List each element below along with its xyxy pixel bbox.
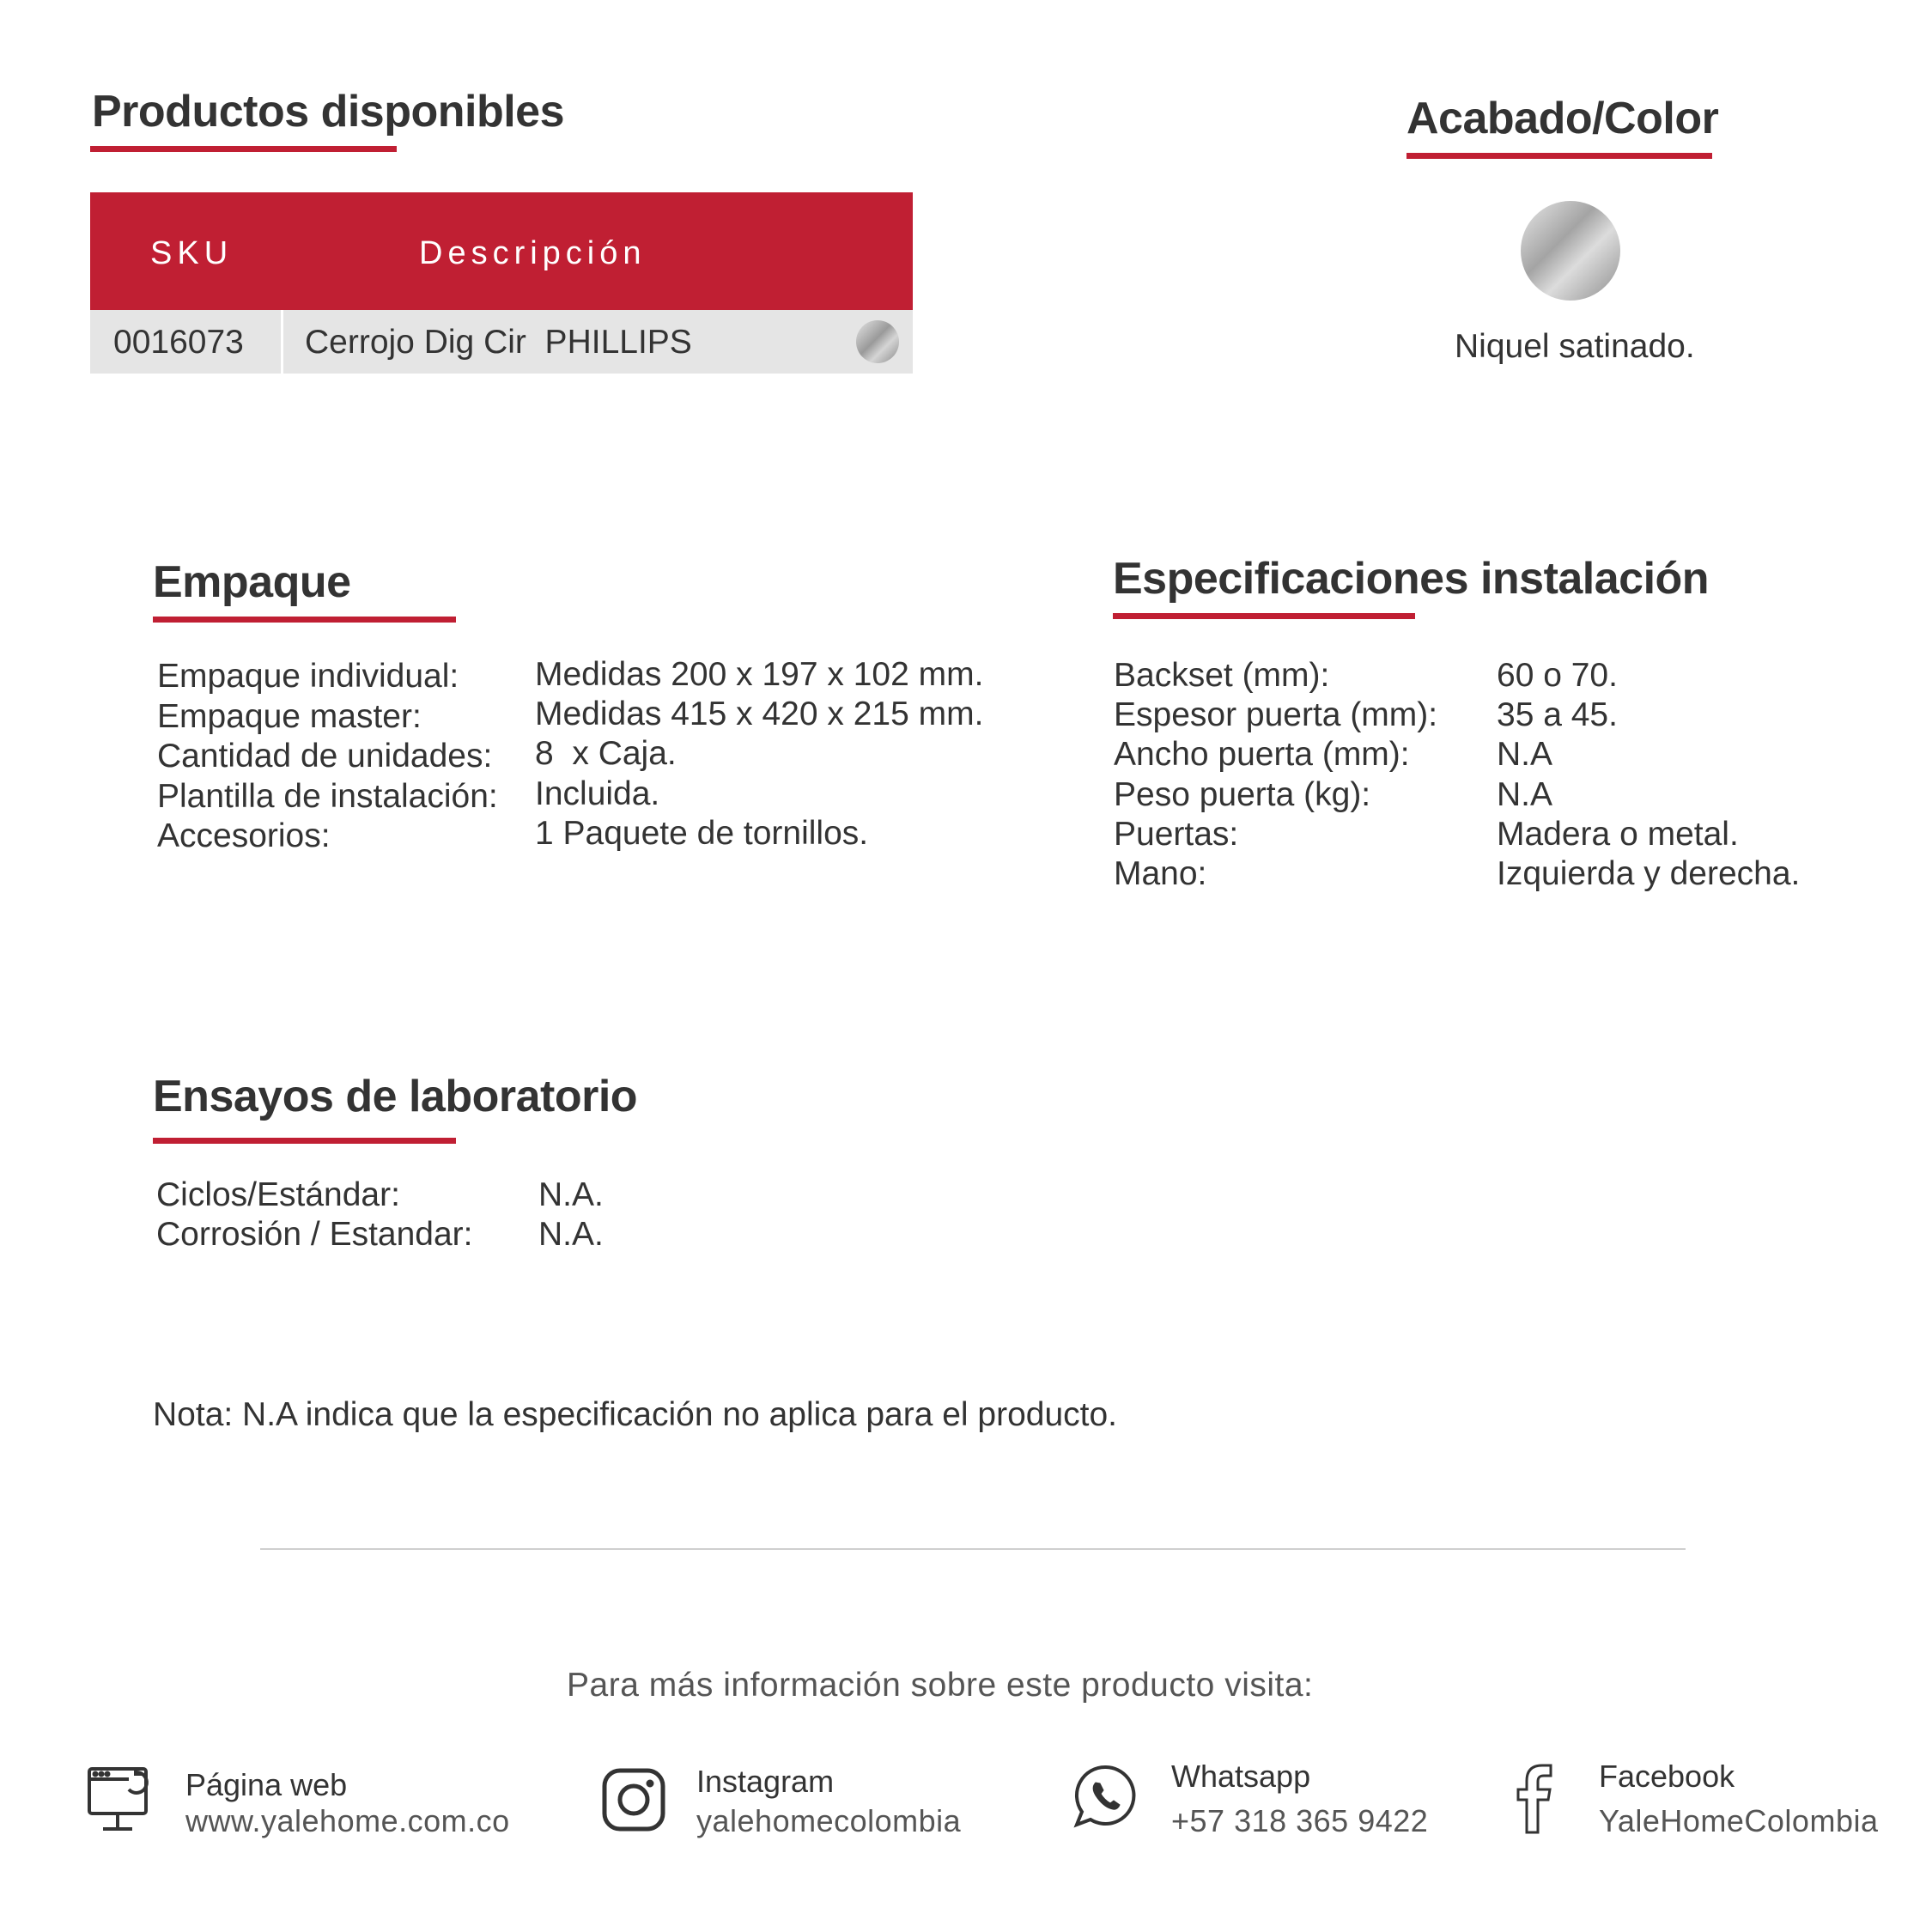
installation-label-4: Puertas: [1114,816,1239,853]
footer-prompt: Para más información sobre este producto visita: [567,1667,1314,1704]
facebook-title: Facebook [1599,1759,1735,1794]
web-title: Página web [185,1767,348,1802]
column-sku: SKU [150,235,234,271]
products-table-header [90,192,913,310]
facebook-icon[interactable] [1513,1762,1554,1838]
installation-value-1: 35 a 45. [1497,696,1618,733]
installation-label-3: Peso puerta (kg): [1114,776,1371,813]
lab-label-0: Ciclos/Estándar: [156,1176,400,1213]
packaging-value-1: Medidas 415 x 420 x 215 mm. [535,696,984,732]
instagram-icon[interactable] [601,1767,666,1837]
whatsapp-icon[interactable] [1072,1762,1140,1835]
installation-label-1: Espesor puerta (mm): [1114,696,1438,733]
installation-label-2: Ancho puerta (mm): [1114,736,1410,773]
lab-value-0: N.A. [538,1176,604,1213]
packaging-title-underline [153,617,456,623]
installation-value-0: 60 o 70. [1497,657,1618,694]
installation-title: Especificaciones instalación [1113,554,1710,604]
finish-label: Niquel satinado. [1455,328,1695,365]
packaging-value-2: 8 x Caja. [535,735,677,772]
lab-title-underline [153,1138,456,1144]
instagram-title: Instagram [696,1764,835,1799]
finish-swatch-icon [856,320,899,363]
products-title: Productos disponibles [92,87,564,137]
products-title-underline [90,146,397,152]
product-sku: 0016073 [113,324,244,361]
packaging-value-3: Incluida. [535,775,660,812]
table-cell-separator [281,310,283,374]
instagram-link[interactable]: yalehomecolombia [696,1803,962,1838]
facebook-link[interactable]: YaleHomeColombia [1599,1803,1879,1838]
monitor-refresh-icon[interactable] [86,1765,158,1838]
table-row [90,310,913,374]
packaging-value-0: Medidas 200 x 197 x 102 mm. [535,656,984,693]
column-description: Descripción [419,235,647,271]
packaging-label-1: Empaque master: [157,698,422,735]
lab-value-1: N.A. [538,1216,604,1253]
product-description: Cerrojo Dig Cir PHILLIPS [305,324,692,361]
installation-value-5: Izquierda y derecha. [1497,855,1801,892]
installation-label-0: Backset (mm): [1114,657,1330,694]
installation-value-2: N.A [1497,736,1553,773]
packaging-label-0: Empaque individual: [157,658,459,695]
packaging-value-4: 1 Paquete de tornillos. [535,815,869,852]
footer-divider [260,1548,1686,1550]
whatsapp-link[interactable]: +57 318 365 9422 [1171,1803,1429,1838]
web-link[interactable]: www.yalehome.com.co [185,1803,510,1838]
installation-label-5: Mano: [1114,855,1207,892]
finish-title: Acabado/Color [1406,94,1719,143]
installation-value-4: Madera o metal. [1497,816,1739,853]
packaging-title: Empaque [153,557,351,607]
installation-title-underline [1113,613,1415,619]
niquel-swatch-icon [1521,201,1620,301]
lab-title: Ensayos de laboratorio [153,1072,638,1121]
packaging-label-2: Cantidad de unidades: [157,738,493,775]
installation-value-3: N.A [1497,776,1553,813]
finish-title-underline [1406,153,1712,159]
packaging-label-4: Accesorios: [157,817,331,854]
packaging-label-3: Plantilla de instalación: [157,778,498,815]
whatsapp-title: Whatsapp [1171,1759,1311,1794]
note-text: Nota: N.A indica que la especificación no aplica para el producto. [153,1396,1118,1433]
lab-label-1: Corrosión / Estandar: [156,1216,473,1253]
